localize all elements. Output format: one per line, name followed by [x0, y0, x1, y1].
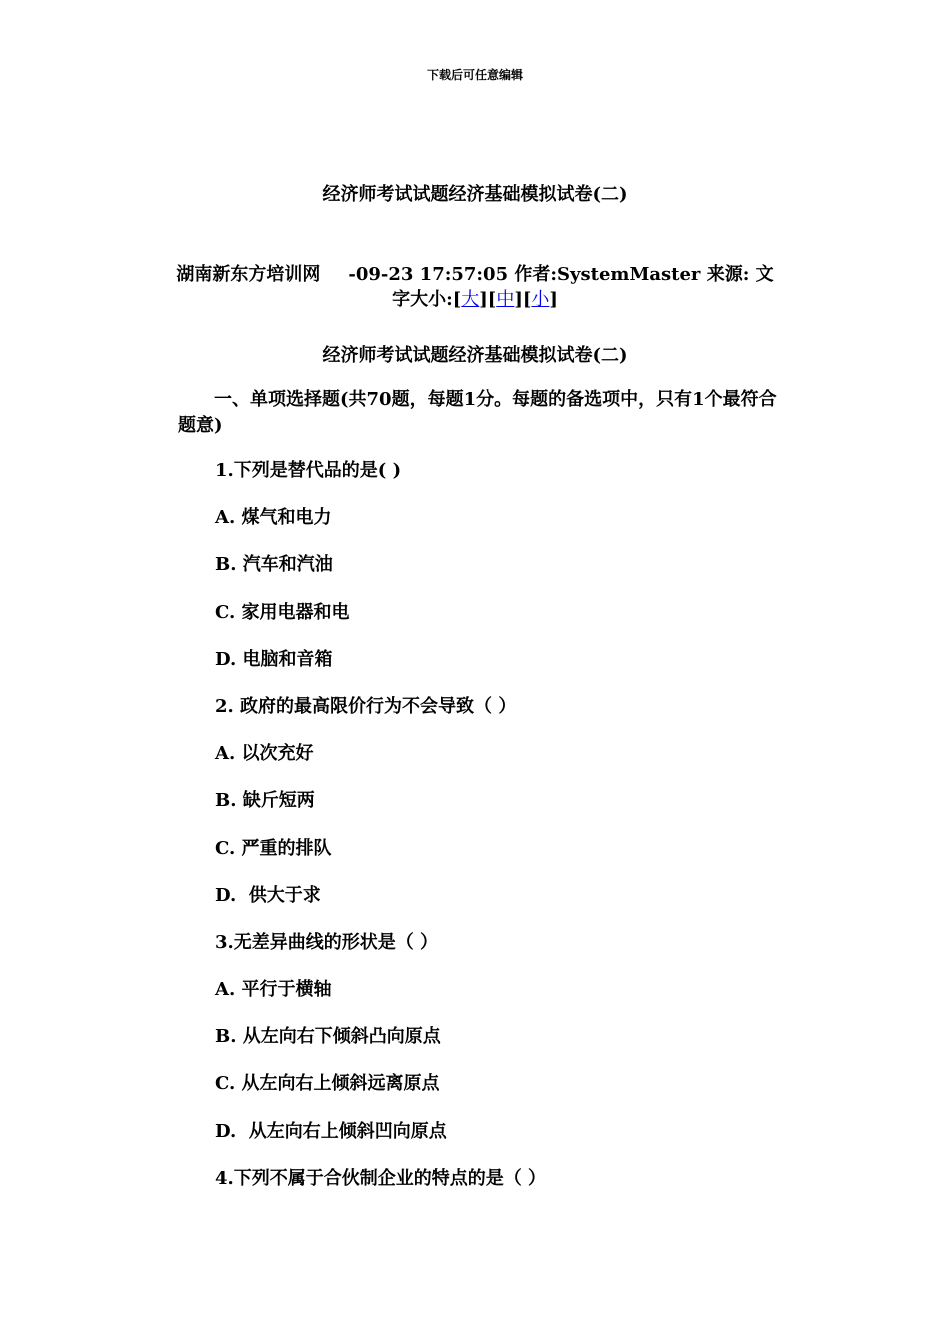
- option-line: B. 缺斤短两: [215, 790, 315, 812]
- meta-source: 来源:: [706, 264, 750, 285]
- article-subtitle: 经济师考试试题经济基础模拟试卷(二): [322, 345, 628, 366]
- option-line: C. 家用电器和电: [215, 601, 350, 623]
- option-line: A. 平行于横轴: [215, 979, 332, 1001]
- question-line: 4.下列不属于合伙制企业的特点的是（ ）: [215, 1167, 547, 1189]
- header-note: 下载后可任意编辑: [426, 68, 523, 82]
- meta-datetime: -09-23 17:57:05: [348, 264, 509, 285]
- option-line: C. 从左向右上倾斜远离原点: [215, 1073, 440, 1095]
- meta-author: 作者:SystemMaster: [514, 264, 701, 285]
- option-line: D. 电脑和音箱: [215, 648, 333, 670]
- page-title: 经济师考试试题经济基础模拟试卷(二): [322, 184, 628, 205]
- section-intro: 一、单项选择题(共70题，每题1分。每题的备选项中，只有1个最符合题意): [178, 389, 777, 436]
- meta-site: 湖南新东方培训网: [176, 264, 321, 285]
- meta-font-size-label: 文字大小:: [392, 264, 774, 310]
- question-line: 1.下列是替代品的是( ): [215, 460, 402, 481]
- option-line: B. 从左向右下倾斜凸向原点: [215, 1026, 441, 1048]
- option-line: D. 从左向右上倾斜凹向原点: [215, 1120, 447, 1142]
- question-line: 2. 政府的最高限价行为不会导致（ ）: [215, 695, 517, 717]
- font-size-small-link[interactable]: 小: [531, 289, 550, 310]
- option-line: D. 供大于求: [215, 884, 321, 906]
- font-size-large-link[interactable]: 大: [461, 289, 480, 310]
- option-line: B. 汽车和汽油: [215, 554, 333, 576]
- option-line: C. 严重的排队: [215, 837, 332, 859]
- option-line: A. 以次充好: [215, 743, 314, 765]
- question-list: [215, 459, 775, 1214]
- option-line: A. 煤气和电力: [215, 507, 332, 529]
- question-line: 3.无差异曲线的形状是（ ）: [215, 931, 439, 953]
- font-size-medium-link[interactable]: 中: [496, 289, 515, 310]
- article-meta: 湖南新东方培训网 -09-23 17:57:05 作者:SystemMaster 来源: 文字大小:[大][中][小]: [176, 264, 774, 310]
